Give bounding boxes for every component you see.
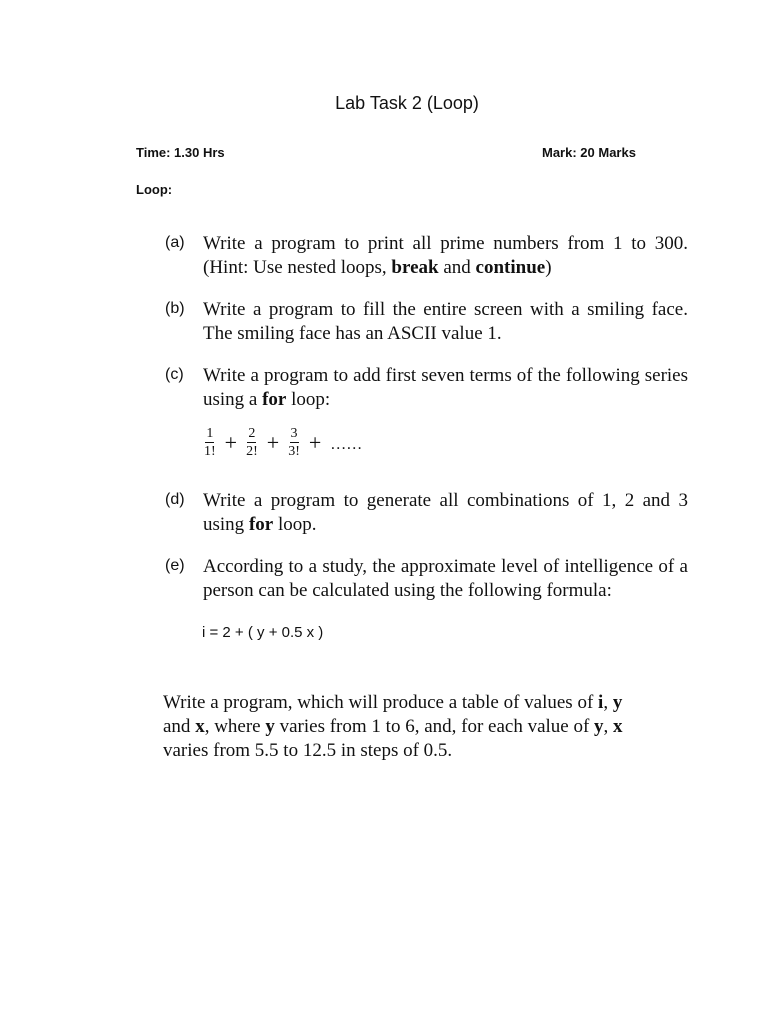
text-run: , [603,692,613,713]
text-run: ) [545,257,552,278]
text-run: and [163,716,196,737]
numerator: 2 [248,426,256,441]
var-y: y [265,716,275,737]
question-label: (b) [165,300,185,317]
section-heading: Loop: [136,182,173,197]
text-run: varies from 1 to 6, and, for each value of [274,716,595,737]
text-run: loop. [273,514,317,535]
denominator: 3! [288,444,300,459]
text-run: Write a program to generate all combinations of 1, 2 and 3 using [203,490,688,535]
text-run: , where [204,716,266,737]
keyword-for: for [248,514,274,535]
text-run: According to a study, the approximate level of intelligence of a person can be calculated using the following formula: [203,556,688,601]
series-expression [202,426,362,459]
plus-operator: + [224,429,238,455]
var-y: y [612,692,623,713]
text-run: Write a program, which will produce a table of values of [163,692,599,713]
question-text [203,298,688,346]
question-c [165,364,695,412]
question-label: (a) [165,234,185,251]
formula: i = 2 + ( y + 0.5 x ) [202,624,324,641]
question-e [165,555,695,603]
page-title: Lab Task 2 (Loop) [335,93,479,113]
numerator: 1 [206,426,214,441]
question-label: (c) [165,366,184,383]
fraction-term-3 [288,426,300,459]
plus-operator: + [308,429,322,455]
mark-label: Mark: 20 Marks [542,145,636,160]
question-d [165,489,695,537]
keyword-break: break [391,257,439,278]
var-y: y [594,716,604,737]
question-a [165,232,695,280]
ellipsis: …… [330,435,363,453]
var-i: i [598,692,604,713]
time-label: Time: 1.30 Hrs [136,145,225,160]
question-b [165,298,695,346]
keyword-continue: continue [475,257,546,278]
numerator: 3 [290,426,298,441]
text-run: varies from 5.5 to 12.5 in steps of 0.5. [163,740,453,761]
keyword-for: for [262,389,287,410]
fraction-term-2 [246,426,258,459]
text-run: , [603,716,614,737]
denominator: 1! [204,444,216,459]
question-text [203,555,688,603]
text-run: Write a program to add first seven terms of the following series using a [203,365,688,410]
fraction-term-1 [204,426,216,459]
question-label: (e) [165,557,185,574]
denominator: 2! [246,444,258,459]
text-run: Write a program to print all prime numbers from 1 to 300. (Hint: Use nested loops, [203,233,688,278]
question-text [203,232,688,280]
question-text [203,364,688,412]
text-run: and [438,257,476,278]
question-label: (d) [165,491,185,508]
text-run: loop: [286,389,331,410]
var-x: x [613,716,623,737]
question-text [203,489,688,537]
final-instruction [163,691,653,763]
var-x: x [195,716,205,737]
plus-operator: + [266,429,280,455]
text-run: Write a program to fill the entire screen with a smiling face. The smiling face has an ASCII value 1. [203,299,688,344]
